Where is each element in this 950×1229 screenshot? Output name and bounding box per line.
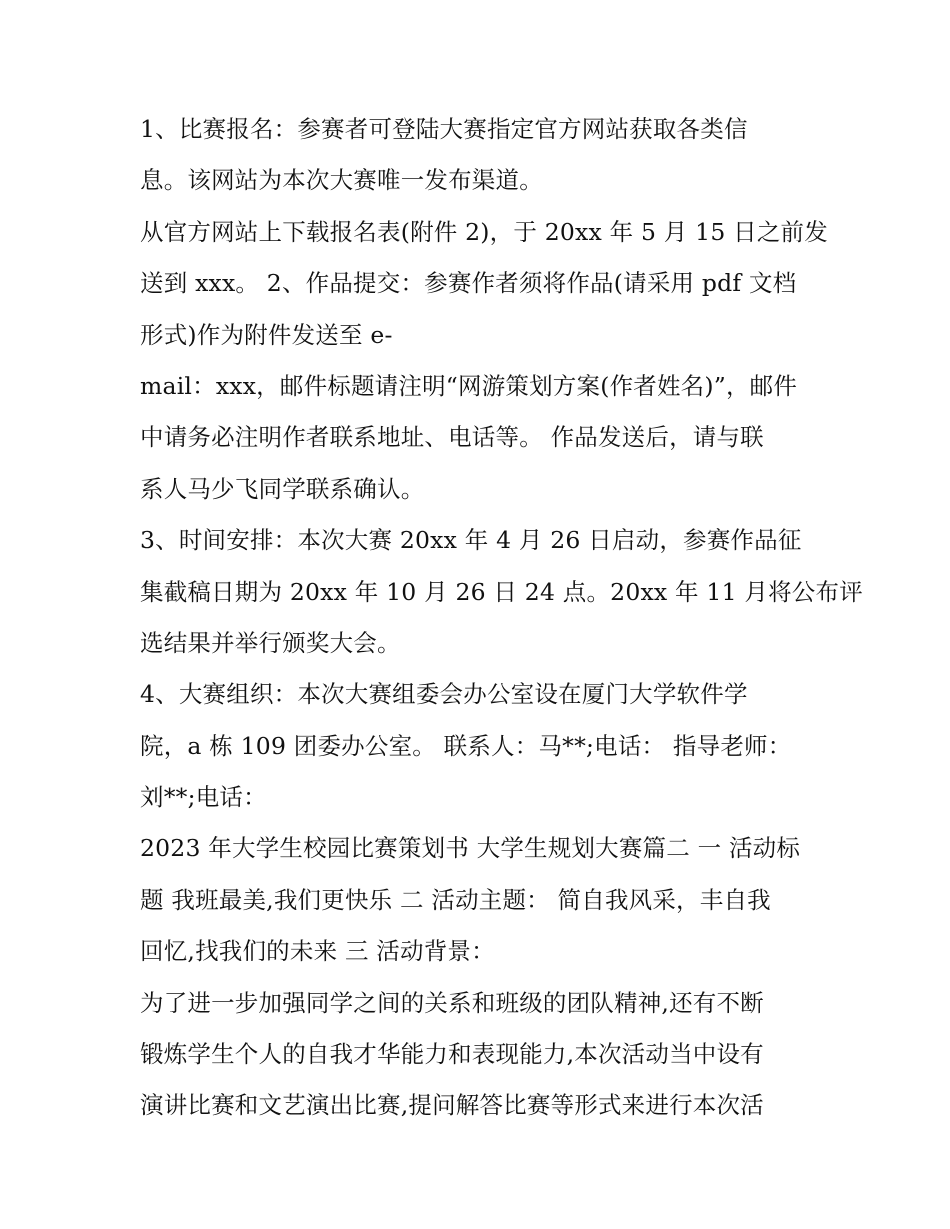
- text-line: mail：xxx，邮件标题请注明“网游策划方案(作者姓名)”，邮件: [140, 371, 798, 400]
- text-line: 刘**;电话：: [140, 783, 267, 812]
- text-line: 中请务必注明作者联系地址、电话等。 作品发送后，请与联: [140, 423, 764, 452]
- text-line: 形式)作为附件发送至 e-: [140, 320, 393, 349]
- text-line: 系人马少飞同学联系确认。: [140, 474, 425, 503]
- text-line: 选结果并举行颁奖大会。: [140, 628, 401, 657]
- text-line: 题 我班最美,我们更快乐 二 活动主题： 简自我风采，丰自我: [140, 885, 771, 914]
- text-line: 4、大赛组织：本次大赛组委会办公室设在厦门大学软件学: [140, 680, 748, 709]
- text-line: 院，a 栋 109 团委办公室。 联系人：马**;电话： 指导老师：: [140, 731, 792, 760]
- text-line: 为了进一步加强同学之间的关系和班级的团队精神,还有不断: [140, 988, 764, 1017]
- text-line: 息。该网站为本次大赛唯一发布渠道。: [140, 166, 543, 195]
- text-line: 从官方网站上下载报名表(附件 2)，于 20xx 年 5 月 15 日之前发: [140, 217, 828, 246]
- text-line: 3、时间安排：本次大赛 20xx 年 4 月 26 日启动，参赛作品征: [140, 526, 802, 555]
- document-body: [140, 104, 863, 1132]
- text-line: 演讲比赛和文艺演出比赛,提问解答比赛等形式来进行本次活: [140, 1091, 764, 1120]
- text-line: 2023 年大学生校园比赛策划书 大学生规划大赛篇二 一 活动标: [140, 834, 801, 863]
- text-line: 1、比赛报名：参赛者可登陆大赛指定官方网站获取各类信: [140, 115, 748, 143]
- text-line: 回忆,找我们的未来 三 活动背景：: [140, 937, 495, 966]
- text-line: 送到 xxx。 2、作品提交：参赛作者须将作品(请采用 pdf 文档: [140, 269, 797, 298]
- text-line: 集截稿日期为 20xx 年 10 月 26 日 24 点。20xx 年 11 月将公布评: [140, 577, 863, 606]
- text-line: 锻炼学生个人的自我才华能力和表现能力,本次活动当中设有: [140, 1040, 764, 1069]
